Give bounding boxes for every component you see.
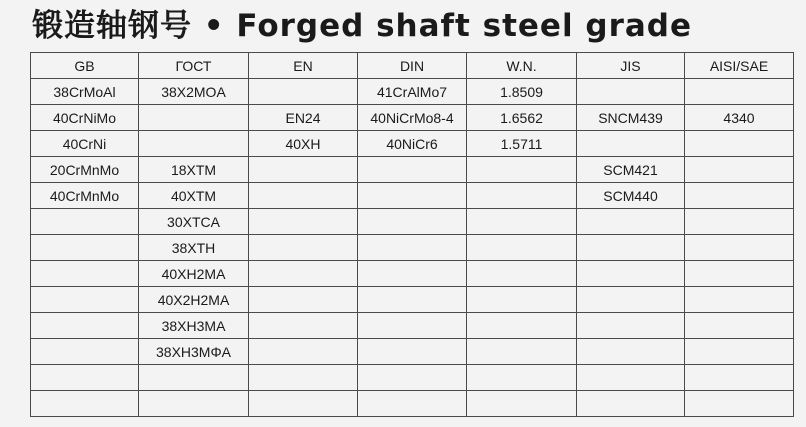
table-row [31, 209, 794, 235]
table-cell-gost: 38XH3MA [139, 313, 249, 339]
table-cell-gost [139, 131, 249, 157]
steel-grade-table [30, 52, 794, 417]
table-cell-gb [31, 235, 139, 261]
table-cell-jis [577, 339, 685, 365]
table-cell-wn [467, 235, 577, 261]
table-cell-jis [577, 287, 685, 313]
page-title: 锻造轴钢号 • Forged shaft steel grade [32, 8, 692, 44]
table-cell-gost: 38XTH [139, 235, 249, 261]
table-cell-gost: 30XTCA [139, 209, 249, 235]
table-cell-gb [31, 313, 139, 339]
table-cell-en [249, 157, 358, 183]
table-cell-gb: 20CrMnMo [31, 157, 139, 183]
table-cell-jis [577, 261, 685, 287]
table-cell-jis [577, 313, 685, 339]
table-cell-wn [467, 287, 577, 313]
table-cell-en: 40XH [249, 131, 358, 157]
table-cell-jis: SCM440 [577, 183, 685, 209]
table-cell-jis: SNCM439 [577, 105, 685, 131]
table-cell-wn [467, 209, 577, 235]
table-cell-din [358, 313, 467, 339]
table-cell-gost: 40XTM [139, 183, 249, 209]
table-cell-wn: 1.8509 [467, 79, 577, 105]
table-cell-en [249, 365, 358, 391]
table-row [31, 79, 794, 105]
table-cell-din [358, 209, 467, 235]
table-cell-wn [467, 183, 577, 209]
table-cell-aisi-sae [685, 235, 794, 261]
table-cell-wn [467, 157, 577, 183]
table-row [31, 391, 794, 417]
table-cell-en [249, 339, 358, 365]
table-cell-aisi-sae [685, 339, 794, 365]
table-cell-din [358, 235, 467, 261]
table-cell-en [249, 183, 358, 209]
table-cell-en [249, 287, 358, 313]
table-cell-jis [577, 79, 685, 105]
table-cell-aisi-sae [685, 365, 794, 391]
table-cell-aisi-sae [685, 313, 794, 339]
table-cell-wn [467, 365, 577, 391]
table-cell-aisi-sae [685, 287, 794, 313]
table-cell-aisi-sae [685, 79, 794, 105]
table-cell-din: 40NiCrMo8-4 [358, 105, 467, 131]
column-header-aisi-sae: AISI/SAE [685, 53, 794, 79]
table-row [31, 287, 794, 313]
table-cell-gb: 40CrMnMo [31, 183, 139, 209]
table-cell-gost: 40XH2MA [139, 261, 249, 287]
table-cell-aisi-sae [685, 261, 794, 287]
table-cell-wn: 1.6562 [467, 105, 577, 131]
table-row [31, 131, 794, 157]
table-cell-aisi-sae [685, 183, 794, 209]
table-cell-aisi-sae [685, 157, 794, 183]
table-cell-gost: 40X2H2MA [139, 287, 249, 313]
column-header-gb: GB [31, 53, 139, 79]
table-cell-gb: 40CrNiMo [31, 105, 139, 131]
table-row [31, 261, 794, 287]
table-cell-en [249, 391, 358, 417]
table-cell-wn [467, 339, 577, 365]
table-cell-gost [139, 365, 249, 391]
column-header-gost: ГОСТ [139, 53, 249, 79]
table-cell-gb: 38CrMoAl [31, 79, 139, 105]
table-row [31, 157, 794, 183]
table-cell-gost: 38X2MOA [139, 79, 249, 105]
table-cell-din [358, 365, 467, 391]
column-header-wn: W.N. [467, 53, 577, 79]
table-cell-gb: 40CrNi [31, 131, 139, 157]
table-cell-jis [577, 235, 685, 261]
table-row [31, 235, 794, 261]
table-cell-jis [577, 391, 685, 417]
table-cell-din [358, 157, 467, 183]
table-cell-aisi-sae [685, 391, 794, 417]
table-cell-aisi-sae: 4340 [685, 105, 794, 131]
table-cell-wn: 1.5711 [467, 131, 577, 157]
table-cell-gost: 18XTM [139, 157, 249, 183]
table-cell-gost [139, 105, 249, 131]
table-cell-din [358, 287, 467, 313]
table-cell-jis [577, 209, 685, 235]
table-cell-jis: SCM421 [577, 157, 685, 183]
table-header-row [31, 53, 794, 79]
table-cell-wn [467, 391, 577, 417]
table-cell-din: 41CrAlMo7 [358, 79, 467, 105]
table-cell-aisi-sae [685, 209, 794, 235]
table-cell-jis [577, 365, 685, 391]
table-cell-gb [31, 391, 139, 417]
table-cell-gb [31, 209, 139, 235]
table-cell-aisi-sae [685, 131, 794, 157]
table-cell-din [358, 339, 467, 365]
table-cell-din [358, 391, 467, 417]
table-cell-gb [31, 365, 139, 391]
table-row [31, 105, 794, 131]
table-cell-wn [467, 313, 577, 339]
table-cell-en: EN24 [249, 105, 358, 131]
table-cell-din [358, 183, 467, 209]
table-cell-din: 40NiCr6 [358, 131, 467, 157]
table-cell-wn [467, 261, 577, 287]
table-cell-jis [577, 131, 685, 157]
table-cell-gb [31, 339, 139, 365]
table-cell-din [358, 261, 467, 287]
table-row [31, 339, 794, 365]
table-cell-gb [31, 287, 139, 313]
table-cell-gost: 38XH3MΦA [139, 339, 249, 365]
table-cell-en [249, 313, 358, 339]
table-row [31, 365, 794, 391]
table-row [31, 313, 794, 339]
table-row [31, 183, 794, 209]
table-cell-en [249, 261, 358, 287]
column-header-jis: JIS [577, 53, 685, 79]
table-cell-en [249, 209, 358, 235]
column-header-din: DIN [358, 53, 467, 79]
column-header-en: EN [249, 53, 358, 79]
table-cell-en [249, 79, 358, 105]
table-cell-en [249, 235, 358, 261]
table-cell-gb [31, 261, 139, 287]
table-body [31, 79, 794, 417]
table-cell-gost [139, 391, 249, 417]
